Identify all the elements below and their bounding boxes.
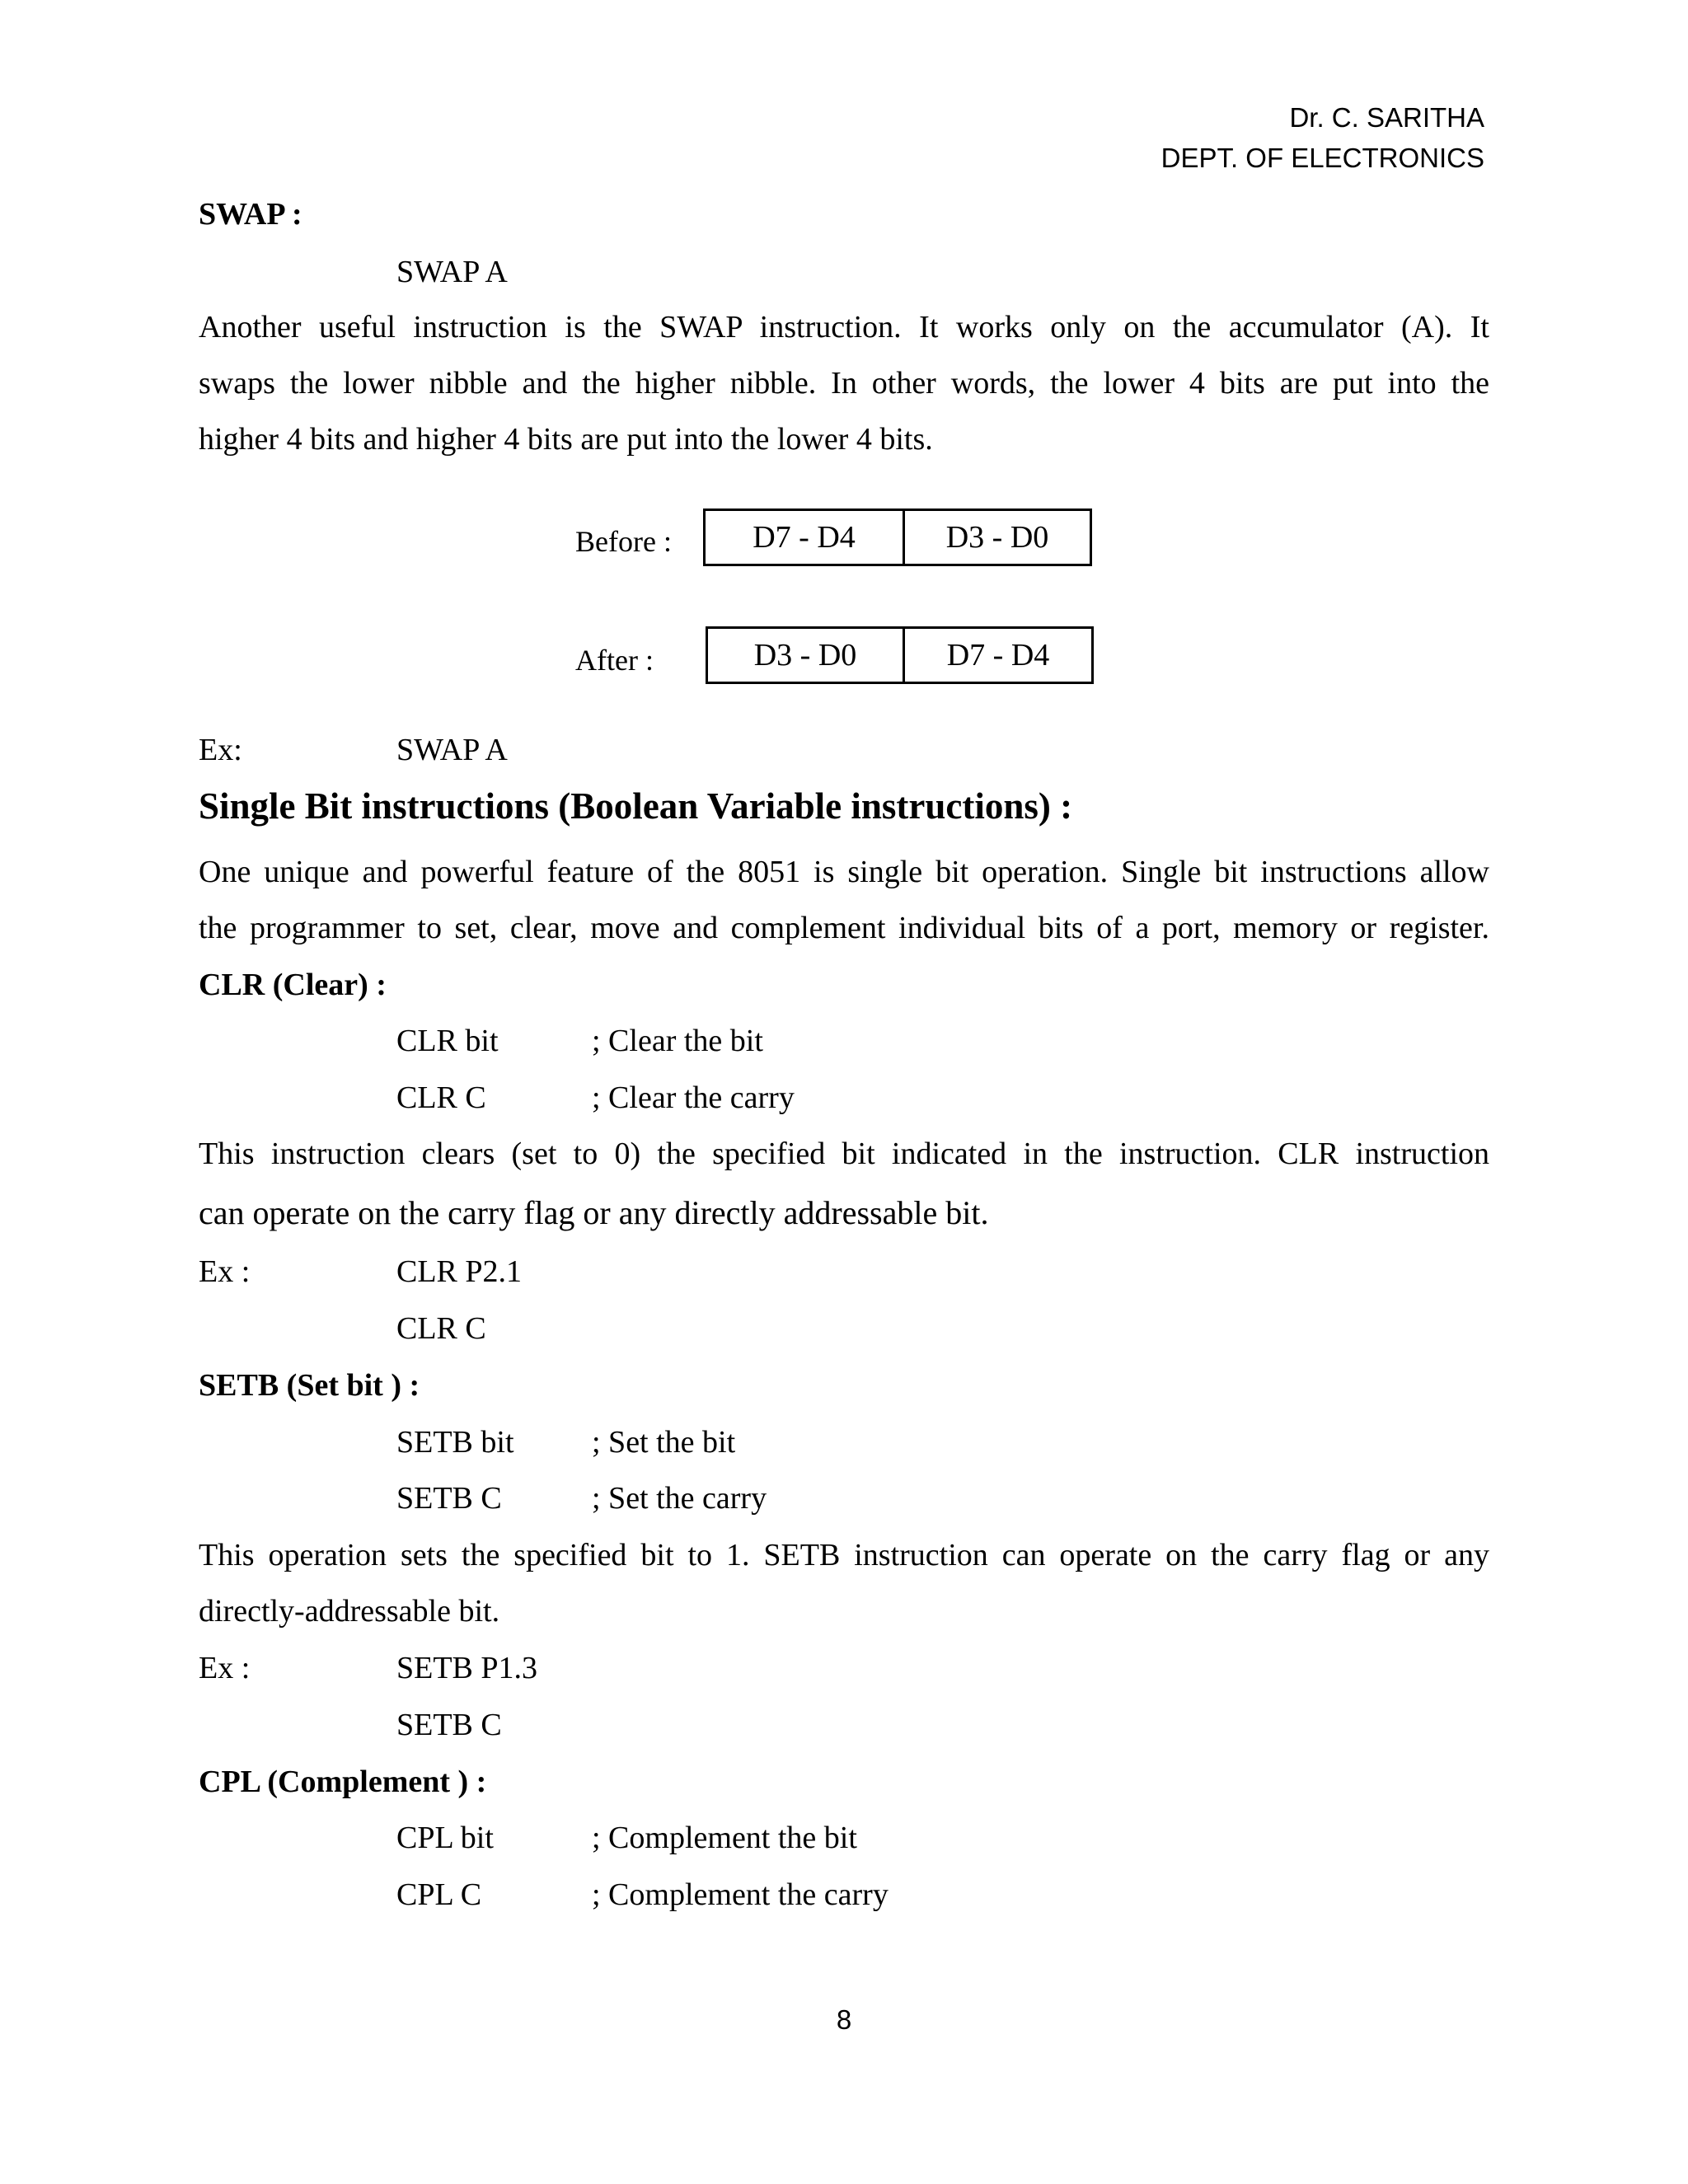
setb-heading: SETB (Set bit ) : xyxy=(199,1368,420,1403)
setb-description-line-1: This operation sets the specified bit to 1. SETB instruction can operate on the carry flag or any xyxy=(199,1538,1489,1572)
page-number: 8 xyxy=(836,2004,852,2035)
swap-paragraph-line-3: higher 4 bits and higher 4 bits are put into the lower 4 bits. xyxy=(199,422,933,457)
setb-example-2: SETB C xyxy=(396,1708,502,1742)
clr-syntax-bit: CLR bit xyxy=(396,1024,499,1058)
setb-syntax-carry-comment: ; Set the carry xyxy=(592,1481,767,1516)
single-bit-intro-line-1: One unique and powerful feature of the 8051 is single bit operation. Single bit instructions allow xyxy=(199,855,1489,889)
single-bit-heading: Single Bit instructions (Boolean Variable instructions) : xyxy=(199,785,1073,827)
setb-syntax-bit-comment: ; Set the bit xyxy=(592,1425,736,1460)
clr-syntax-bit-comment: ; Clear the bit xyxy=(592,1024,763,1058)
clr-example-2: CLR C xyxy=(396,1311,486,1346)
clr-heading: CLR (Clear) : xyxy=(199,968,387,1002)
setb-description-line-2: directly-addressable bit. xyxy=(199,1594,500,1629)
before-label: Before : xyxy=(575,525,672,558)
after-label: After : xyxy=(575,644,654,677)
clr-example-1: CLR P2.1 xyxy=(396,1254,523,1289)
single-bit-intro-line-2: the programmer to set, clear, move and complement individual bits of a port, memory or register. xyxy=(199,911,1489,945)
clr-description-line-1: This instruction clears (set to 0) the specified bit indicated in the instruction. CLR instruction xyxy=(199,1137,1489,1171)
cpl-syntax-carry: CPL C xyxy=(396,1877,482,1912)
setb-syntax-bit: SETB bit xyxy=(396,1425,514,1460)
swap-example-label: Ex: xyxy=(199,733,242,767)
after-low-nibble-cell: D7 - D4 xyxy=(903,626,1094,684)
clr-description-line-2: can operate on the carry flag or any directly addressable bit. xyxy=(199,1194,989,1231)
setb-example-label: Ex : xyxy=(199,1651,251,1685)
before-high-nibble-cell: D7 - D4 xyxy=(703,509,905,566)
page-header xyxy=(1161,97,1484,178)
header-author: Dr. C. SARITHA xyxy=(1289,102,1484,133)
cpl-syntax-bit: CPL bit xyxy=(396,1821,494,1855)
setb-example-1: SETB P1.3 xyxy=(396,1651,538,1685)
cpl-syntax-bit-comment: ; Complement the bit xyxy=(592,1821,857,1855)
swap-paragraph-line-1: Another useful instruction is the SWAP instruction. It works only on the accumulator (A). It xyxy=(199,310,1489,344)
swap-syntax: SWAP A xyxy=(396,255,508,289)
swap-heading: SWAP : xyxy=(199,197,302,232)
setb-syntax-carry: SETB C xyxy=(396,1481,502,1516)
clr-example-label: Ex : xyxy=(199,1254,251,1289)
swap-example-code: SWAP A xyxy=(396,733,508,767)
cpl-heading: CPL (Complement ) : xyxy=(199,1765,487,1799)
cpl-syntax-carry-comment: ; Complement the carry xyxy=(592,1877,889,1912)
swap-paragraph-line-2: swaps the lower nibble and the higher nibble. In other words, the lower 4 bits are put into the xyxy=(199,366,1489,401)
clr-syntax-carry: CLR C xyxy=(396,1080,486,1115)
clr-syntax-carry-comment: ; Clear the carry xyxy=(592,1080,795,1115)
header-department: DEPT. OF ELECTRONICS xyxy=(1160,143,1484,173)
after-high-nibble-cell: D3 - D0 xyxy=(706,626,905,684)
before-low-nibble-cell: D3 - D0 xyxy=(903,509,1092,566)
